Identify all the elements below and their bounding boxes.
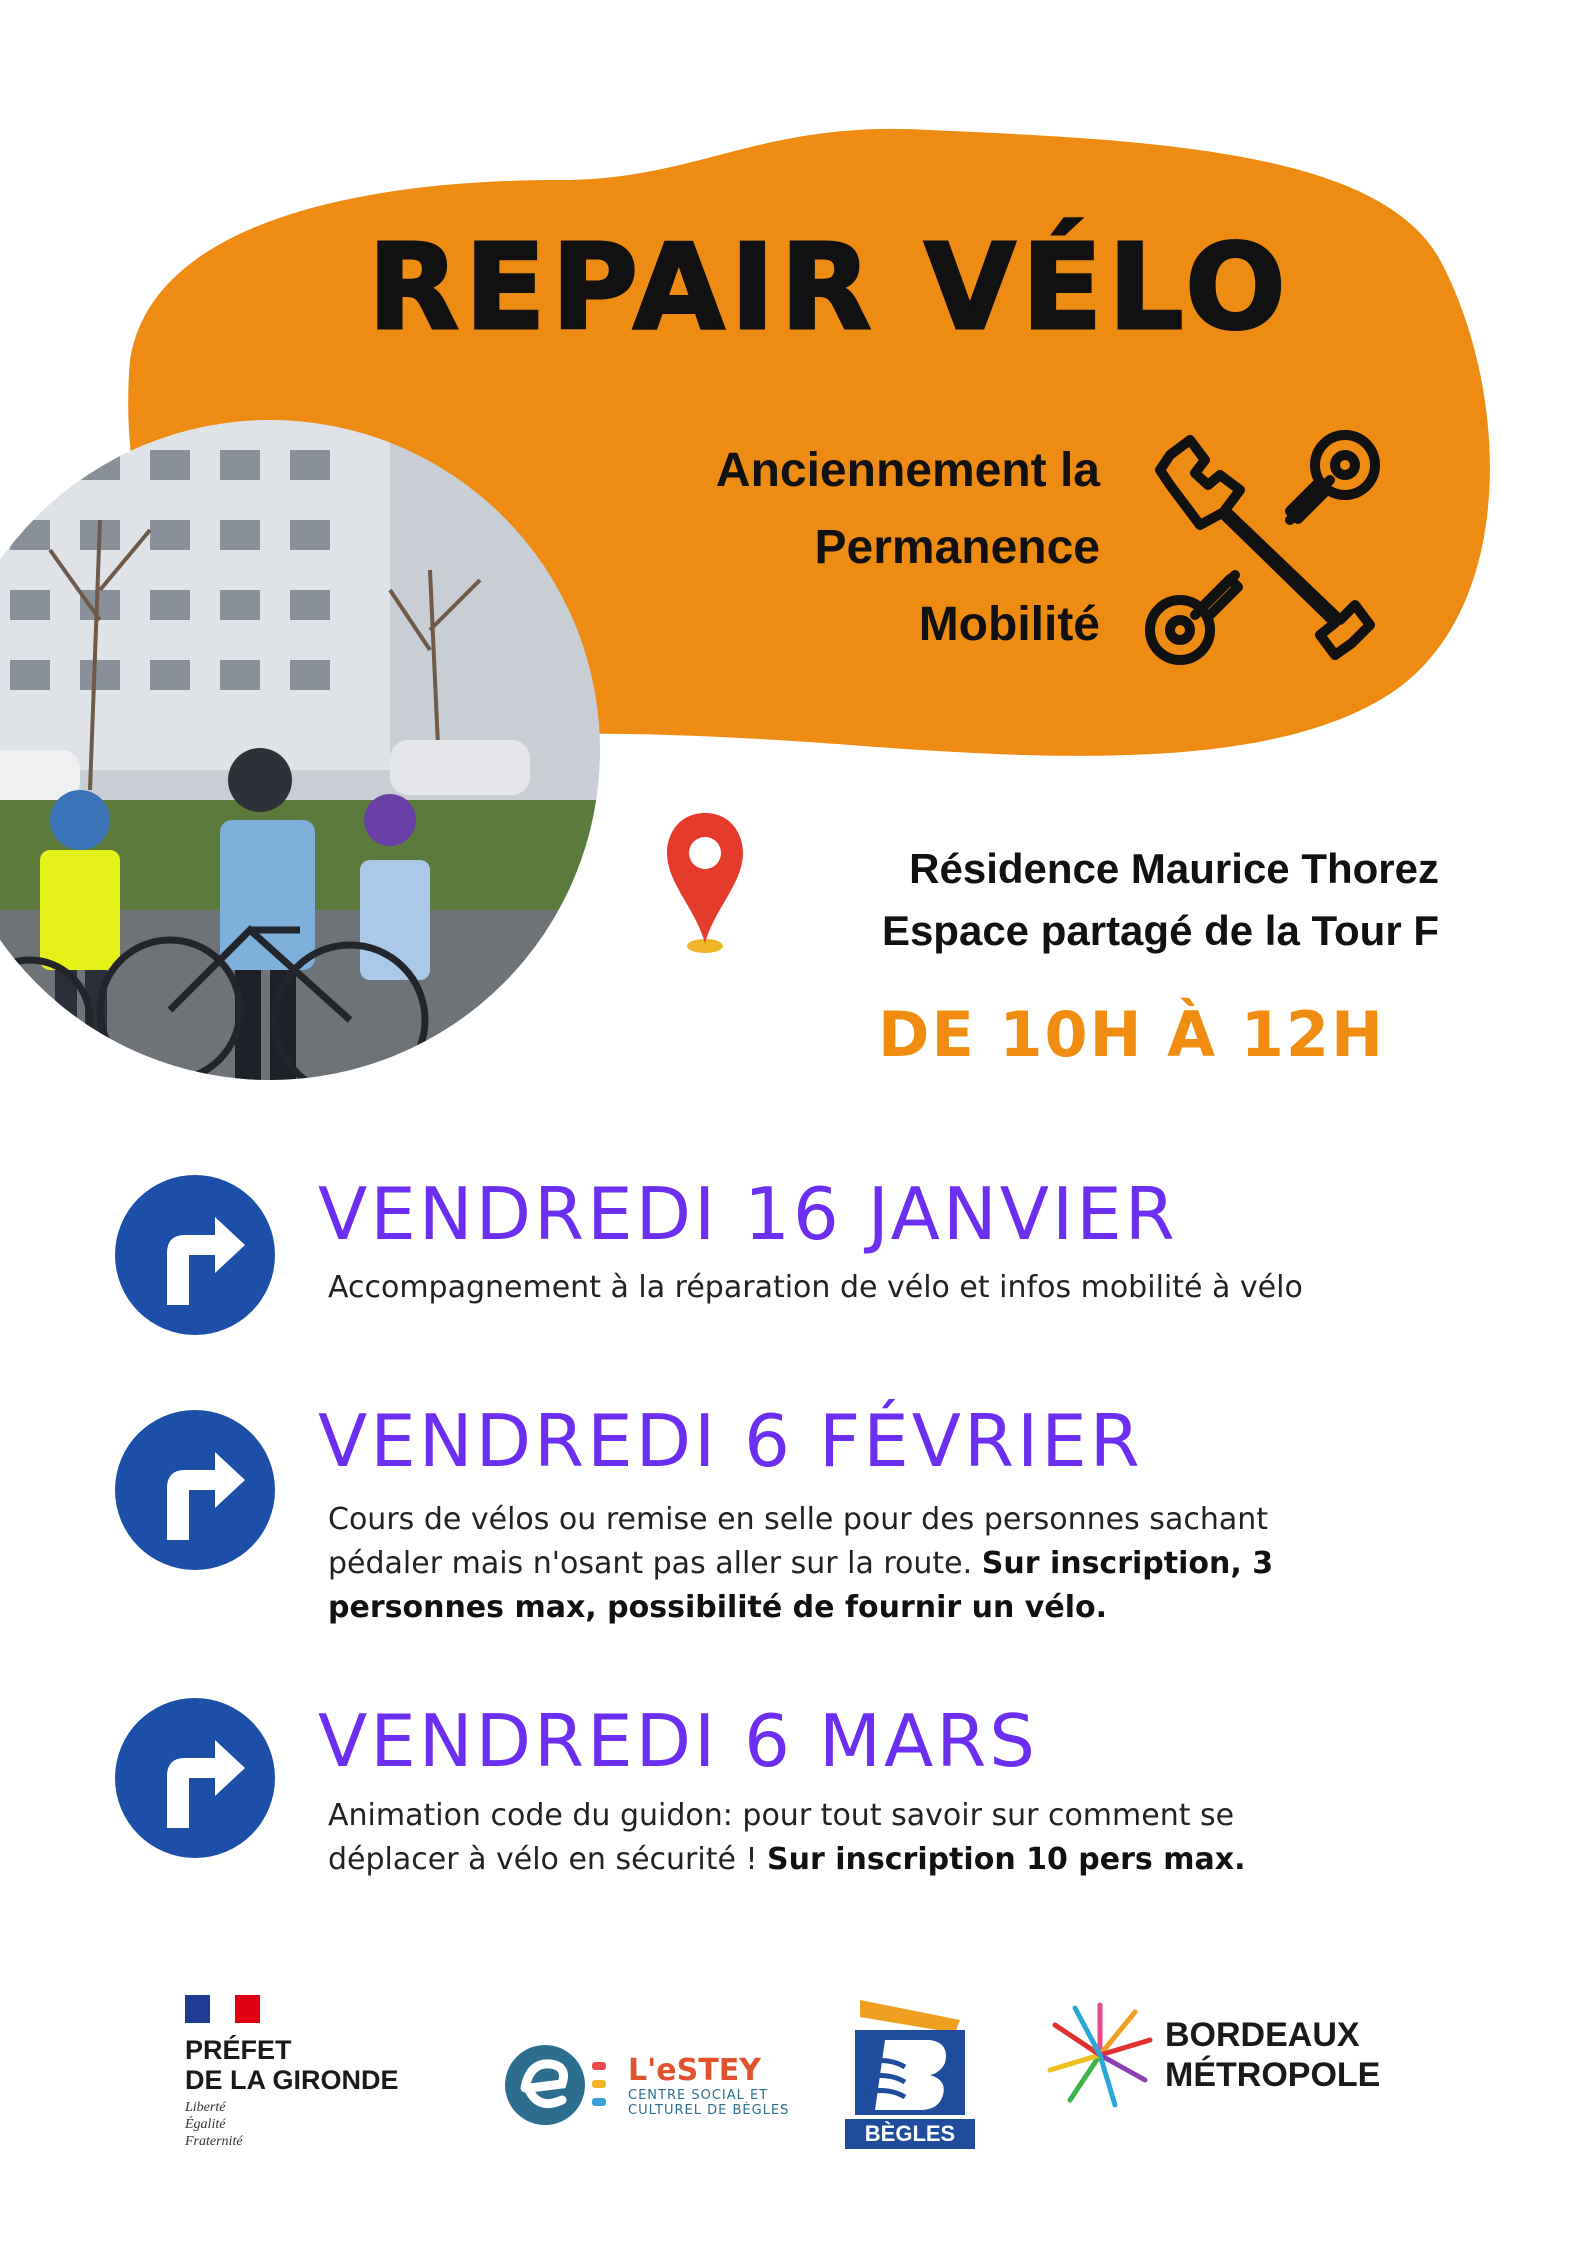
bordeaux-line-1: BORDEAUX bbox=[1165, 2016, 1360, 2054]
location-pin-icon bbox=[665, 808, 745, 958]
estey-logo bbox=[500, 2040, 789, 2130]
prefet-logo bbox=[185, 1995, 399, 2150]
subtitle bbox=[716, 432, 1100, 663]
page-title: REPAIR VÉLO bbox=[368, 218, 1292, 356]
subtitle-line: Permanence bbox=[814, 521, 1100, 574]
cyclists-photo bbox=[0, 370, 610, 1120]
event-description bbox=[328, 1498, 1368, 1630]
event-title: VENDREDI 16 JANVIER bbox=[318, 1172, 1178, 1256]
prefet-motto: Liberté bbox=[185, 2100, 226, 2115]
turn-right-sign-icon bbox=[105, 1400, 285, 1580]
estey-sub: CENTRE SOCIAL ET bbox=[628, 2087, 769, 2103]
address bbox=[882, 838, 1439, 962]
wrench-cross-icon bbox=[1140, 425, 1380, 665]
begles-name: BÈGLES bbox=[845, 2119, 975, 2149]
prefet-line-2: DE LA GIRONDE bbox=[185, 2065, 399, 2095]
event-desc-text: Animation code du guidon: pour tout savoir sur comment se déplacer à vélo en sécurité ! bbox=[328, 1798, 1235, 1877]
event-description bbox=[328, 1266, 1368, 1310]
event-desc-text: Cours de vélos ou remise en selle pour des personnes sachant pédaler mais n'osant pas aller sur la route. bbox=[328, 1502, 1268, 1581]
event-title: VENDREDI 6 MARS bbox=[318, 1699, 1038, 1783]
prefet-motto: Égalité bbox=[185, 2117, 226, 2132]
event-desc-text: Accompagnement à la réparation de vélo et infos mobilité à vélo bbox=[328, 1270, 1303, 1305]
bordeaux-line-2: MÉTROPOLE bbox=[1165, 2056, 1381, 2094]
event-title: VENDREDI 6 FÉVRIER bbox=[318, 1399, 1143, 1483]
hours: DE 10H À 12H bbox=[878, 998, 1385, 1071]
prefet-line-1: PRÉFET bbox=[185, 2035, 292, 2065]
event-description bbox=[328, 1794, 1368, 1882]
begles-b-icon bbox=[845, 1995, 975, 2115]
address-line-1: Résidence Maurice Thorez bbox=[909, 845, 1439, 892]
estey-e-icon bbox=[500, 2040, 620, 2130]
turn-right-sign-icon bbox=[105, 1688, 285, 1868]
estey-sub: CULTUREL DE BÈGLES bbox=[628, 2102, 790, 2118]
subtitle-line: Mobilité bbox=[918, 598, 1100, 651]
bordeaux-metropole-logo bbox=[1045, 2000, 1380, 2110]
burst-icon bbox=[1045, 2000, 1155, 2110]
address-line-2: Espace partagé de la Tour F bbox=[881, 907, 1439, 954]
subtitle-line: Anciennement la bbox=[715, 444, 1100, 497]
french-flag-icon bbox=[185, 1995, 260, 2023]
event-desc-bold: Sur inscription, 3 personnes max, possibilité de fournir un vélo. bbox=[328, 1546, 1274, 1625]
turn-right-sign-icon bbox=[105, 1165, 285, 1345]
begles-logo bbox=[845, 1995, 975, 2149]
estey-name: L'eSTEY bbox=[628, 2052, 761, 2088]
event-desc-bold: Sur inscription 10 pers max. bbox=[767, 1842, 1246, 1877]
prefet-motto: Fraternité bbox=[185, 2134, 243, 2149]
